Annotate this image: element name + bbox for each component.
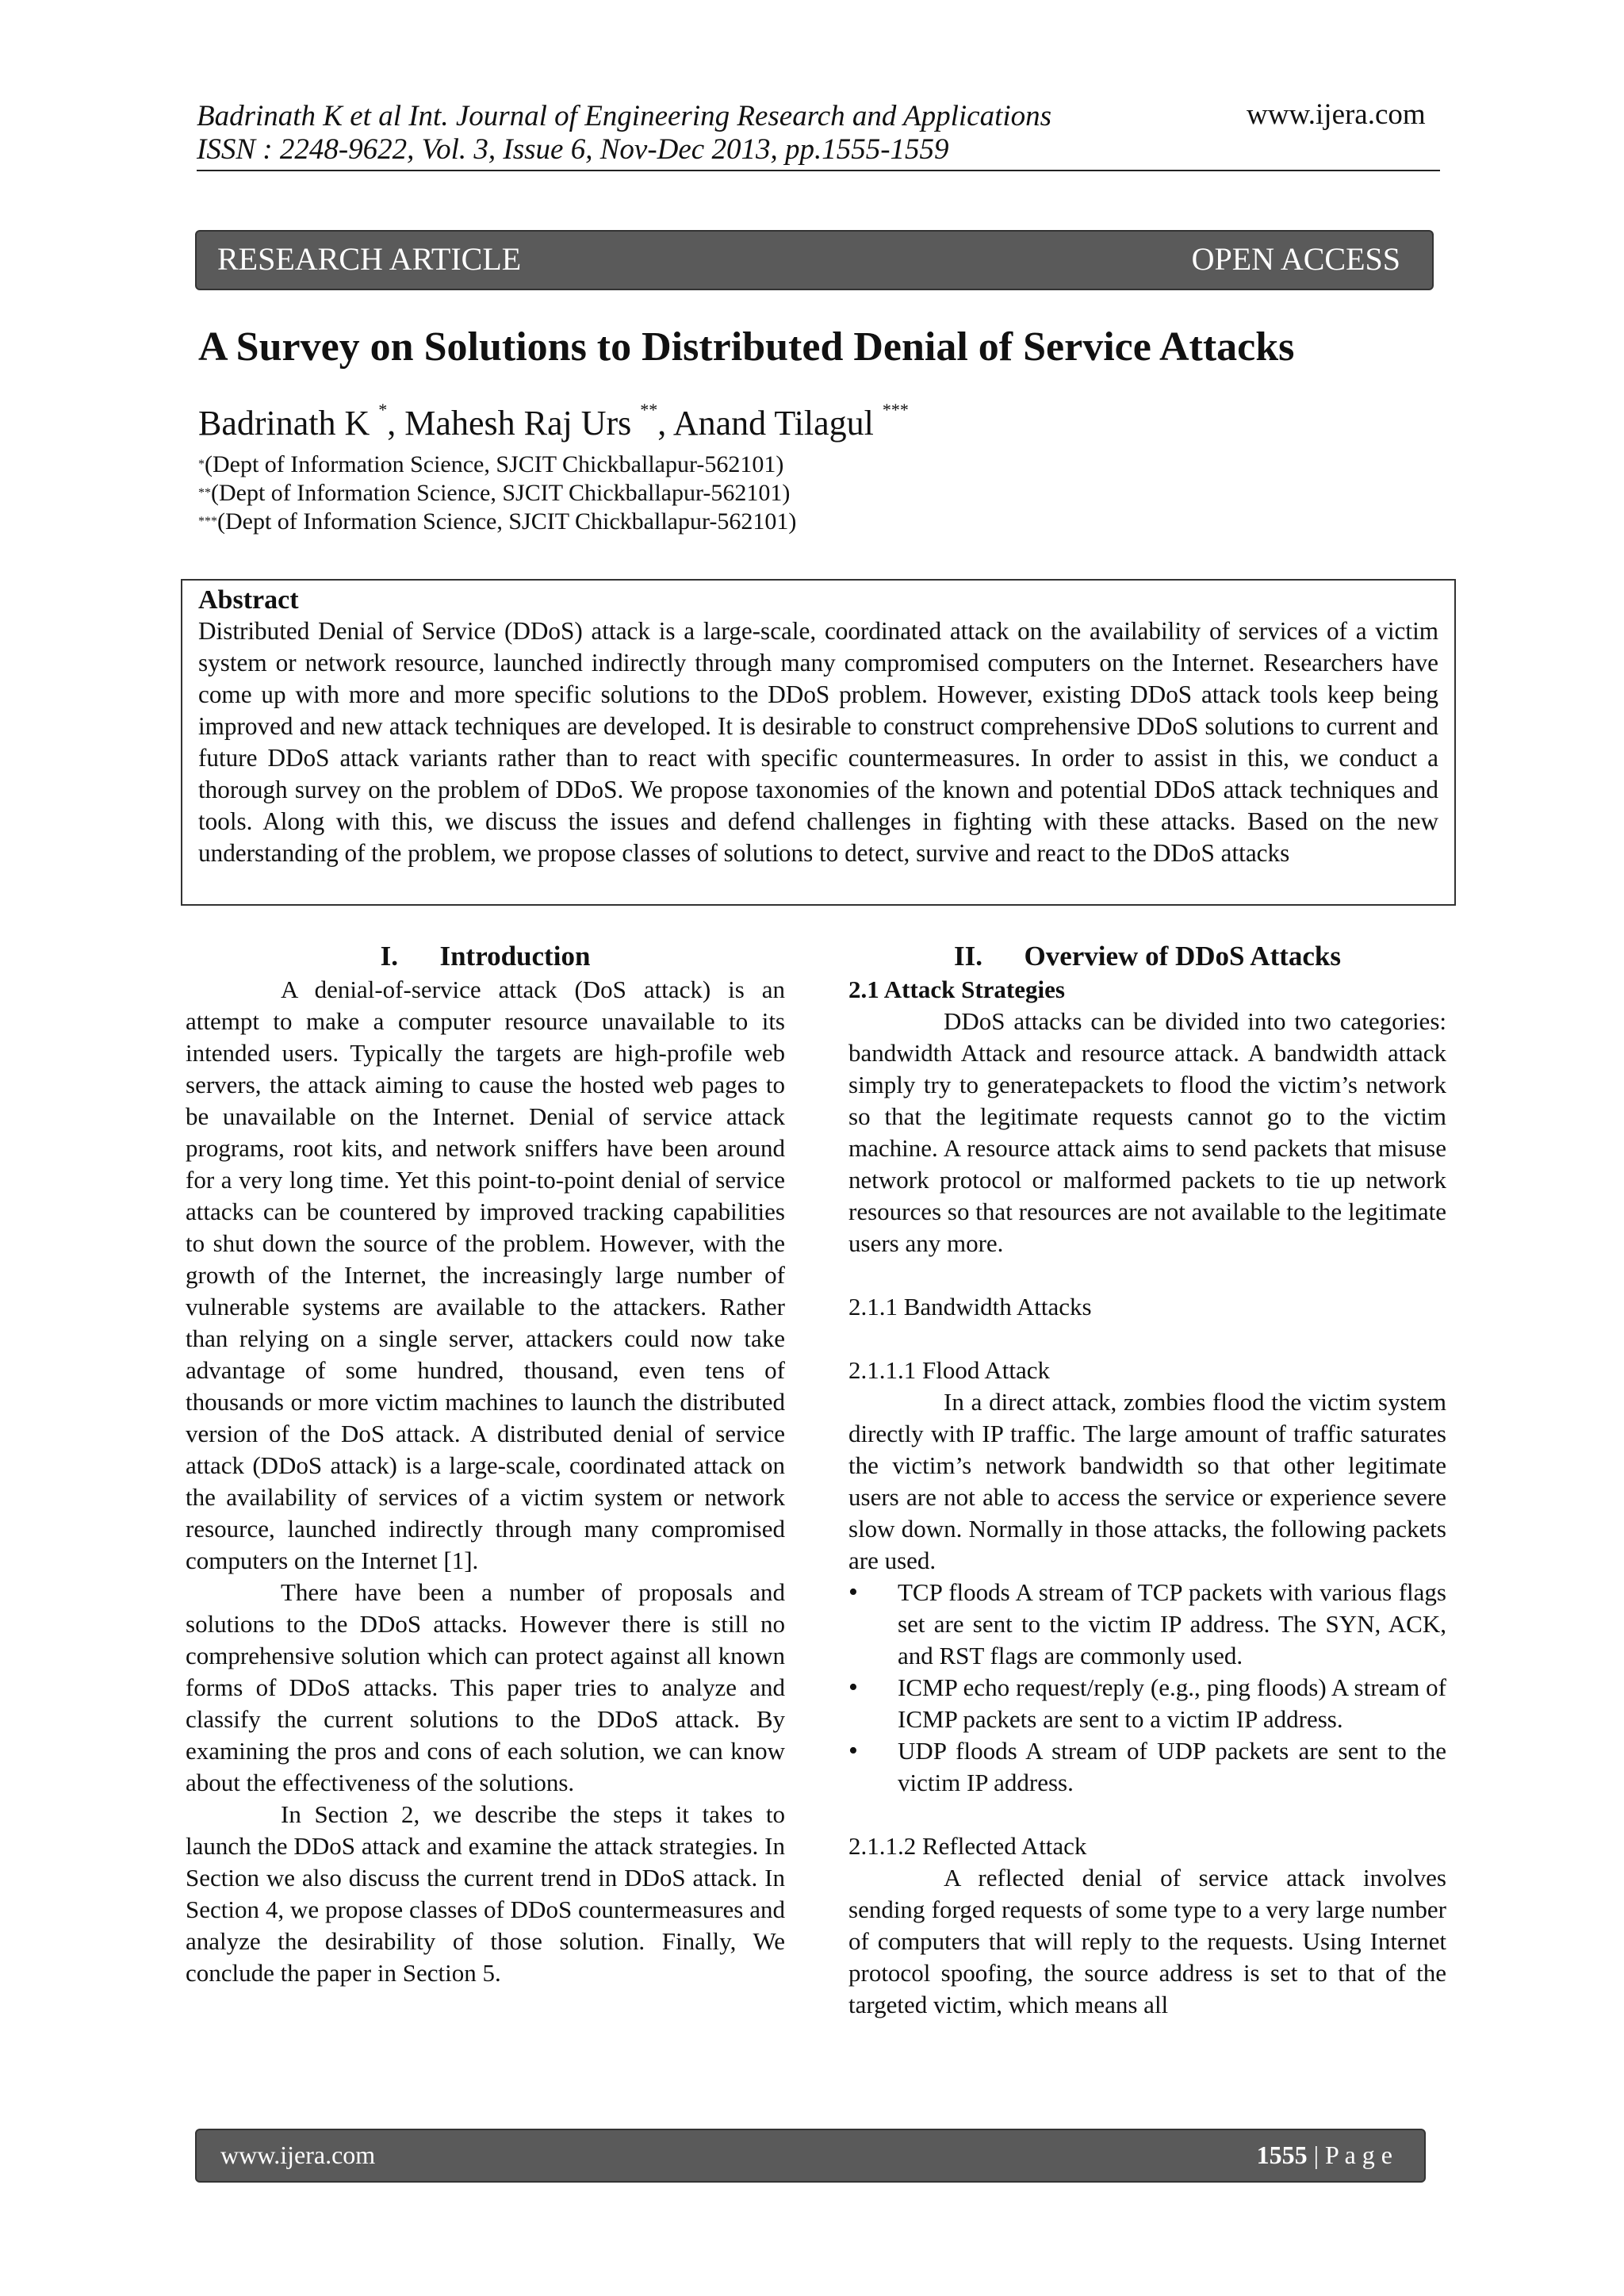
affiliation-mark: *** [198, 515, 217, 528]
author-list: Badrinath K *, Mahesh Raj Urs **, Anand Tilagul *** [198, 400, 909, 443]
abstract-heading: Abstract [198, 585, 299, 615]
header-website[interactable]: www.ijera.com [1247, 98, 1426, 131]
intro-paragraph: A denial-of-service attack (DoS attack) is an attempt to make a computer resource unavailable to its intended users. Typically the targets are high-profile web servers, the attack aiming to cause the hosted web pages to be unavailable on the Internet. Denial of service attack programs, root kits, and network sniffers have been around for a very long time. Yet this point-to-point denial of service attacks can be countered by improved tracking capabilities to shut down the source of the problem. However, with the growth of the Internet, the increasingly large number of vulnerable systems are available to the attackers. Rather than relying on a single server, attackers could now take advantage of some hundred, thousand, even tens of thousands or more victim machines to launch the distributed version of the DoS attack. A distributed denial of service attack (DDoS attack) is a large-scale, coordinated attack on the availability of services of a victim system or network resource, launched indirectly through many compromised computers on the Internet [1]. [186, 976, 785, 1574]
footer-website[interactable]: www.ijera.com [220, 2141, 376, 2169]
author-mark: * [378, 400, 388, 420]
open-access-label: OPEN ACCESS [1191, 241, 1400, 277]
author-name: Mahesh Raj Urs [404, 404, 632, 443]
body-paragraph: A reflected denial of service attack involves sending forged requests of some type to a very large number of computers that will reply to the requests. Using Internet protocol spoofing, the source address is set to that of the targeted victim, which means all [848, 1864, 1446, 2018]
subsection-heading: 2.1.1.2 Reflected Attack [848, 1832, 1087, 1860]
list-item: • UDP floods A stream of UDP packets are sent to the victim IP address. [848, 1735, 1446, 1799]
issn-line: ISSN : 2248-9622, Vol. 3, Issue 6, Nov-Dec 2013, pp.1555-1559 [197, 133, 949, 166]
affiliation-mark: * [198, 458, 205, 471]
header-rule [197, 170, 1440, 171]
article-type-banner [195, 230, 1434, 290]
affiliation-mark: ** [198, 486, 211, 500]
author-name: Badrinath K [198, 404, 370, 443]
page-footer [195, 2129, 1426, 2183]
left-column [186, 939, 785, 1989]
page-label: | P a g e [1313, 2141, 1392, 2169]
affiliation [198, 479, 796, 508]
section-title: Overview of DDoS Attacks [1024, 941, 1342, 972]
page-number: 1555 [1256, 2141, 1308, 2169]
author-mark: *** [882, 400, 909, 420]
intro-paragraph: There have been a number of proposals and solutions to the DDoS attacks. However there is still no comprehensive solution which can protect against all known forms of DDoS attacks. This paper tries to analyze and classify the current solutions to the DDoS attack. By examining the pros and cons of each solution, we can know about the effectiveness of the solutions. [186, 1578, 785, 1796]
author-name: Anand Tilagul [672, 404, 874, 443]
section-heading-introduction [186, 939, 785, 974]
section-heading-overview [848, 939, 1446, 974]
list-item: • ICMP echo request/reply (e.g., ping floods) A stream of ICMP packets are sent to a victim IP address. [848, 1672, 1446, 1735]
list-item: • TCP floods A stream of TCP packets with various flags set are sent to the victim IP address. The SYN, ACK, and RST flags are commonly used. [848, 1577, 1446, 1672]
author-mark: ** [640, 400, 658, 420]
abstract-box [181, 579, 1456, 906]
affiliations [198, 450, 796, 536]
paper-title: A Survey on Solutions to Distributed Denial of Service Attacks [198, 324, 1295, 370]
body-paragraph: DDoS attacks can be divided into two categories: bandwidth Attack and resource attack. A bandwidth attack simply try to generatepackets to flood the victim’s network so that the legitimate requests cannot go to the victim machine. A resource attack aims to send packets that misuse network protocol or malformed packets to tie up network resources so that resources are not available to the legitimate users any more. [848, 1007, 1446, 1257]
affiliation-text: (Dept of Information Science, SJCIT Chickballapur-562101) [217, 508, 797, 535]
affiliation-text: (Dept of Information Science, SJCIT Chickballapur-562101) [205, 451, 784, 477]
section-number: I. [380, 941, 398, 972]
affiliation [198, 508, 796, 536]
footer-page [1257, 2130, 1392, 2179]
abstract-text: Distributed Denial of Service (DDoS) attack is a large-scale, coordinated attack on the availability of services of a victim system or network resource, launched indirectly through many compromised computers on the Internet. Researchers have come up with more and more specific solutions to the DDoS problem. However, existing DDoS attack tools keep being improved and new attack techniques are developed. It is desirable to construct comprehensive DDoS solutions to current and future DDoS attack variants rather than to react with specific countermeasures. In order to assist in this, we conduct a thorough survey on the problem of DDoS. We propose taxonomies of the known and potential DDoS attack techniques and tools. Along with this, we discuss the issues and defend challenges in fighting with these attacks. Based on the new understanding of the problem, we propose classes of solutions to detect, survive and react to the DDoS attacks [198, 617, 1438, 867]
right-column [848, 939, 1446, 2021]
section-number: II. [953, 941, 982, 972]
subsection-heading: 2.1.1.1 Flood Attack [848, 1356, 1051, 1384]
body-paragraph: In a direct attack, zombies flood the victim system directly with IP traffic. The large amount of traffic saturates the victim’s network bandwidth so that other legitimate users are not able to access the service or experience severe slow down. Normally in those attacks, the following packets are used. [848, 1388, 1446, 1574]
section-title: Introduction [439, 941, 591, 972]
packet-type-list [848, 1577, 1446, 1799]
affiliation [198, 450, 796, 479]
intro-paragraph: In Section 2, we describe the steps it takes to launch the DDoS attack and examine the attack strategies. In Section we also discuss the current trend in DDoS attack. In Section 4, we propose classes of DDoS countermeasures and analyze the desirability of those solution. Finally, We conclude the paper in Section 5. [186, 1800, 785, 1987]
subsection-heading: 2.1 Attack Strategies [848, 976, 1065, 1003]
subsection-heading: 2.1.1 Bandwidth Attacks [848, 1293, 1092, 1320]
affiliation-text: (Dept of Information Science, SJCIT Chickballapur-562101) [211, 480, 791, 506]
research-article-label: RESEARCH ARTICLE [217, 241, 522, 277]
journal-line: Badrinath K et al Int. Journal of Engineering Research and Applications [197, 100, 1052, 132]
